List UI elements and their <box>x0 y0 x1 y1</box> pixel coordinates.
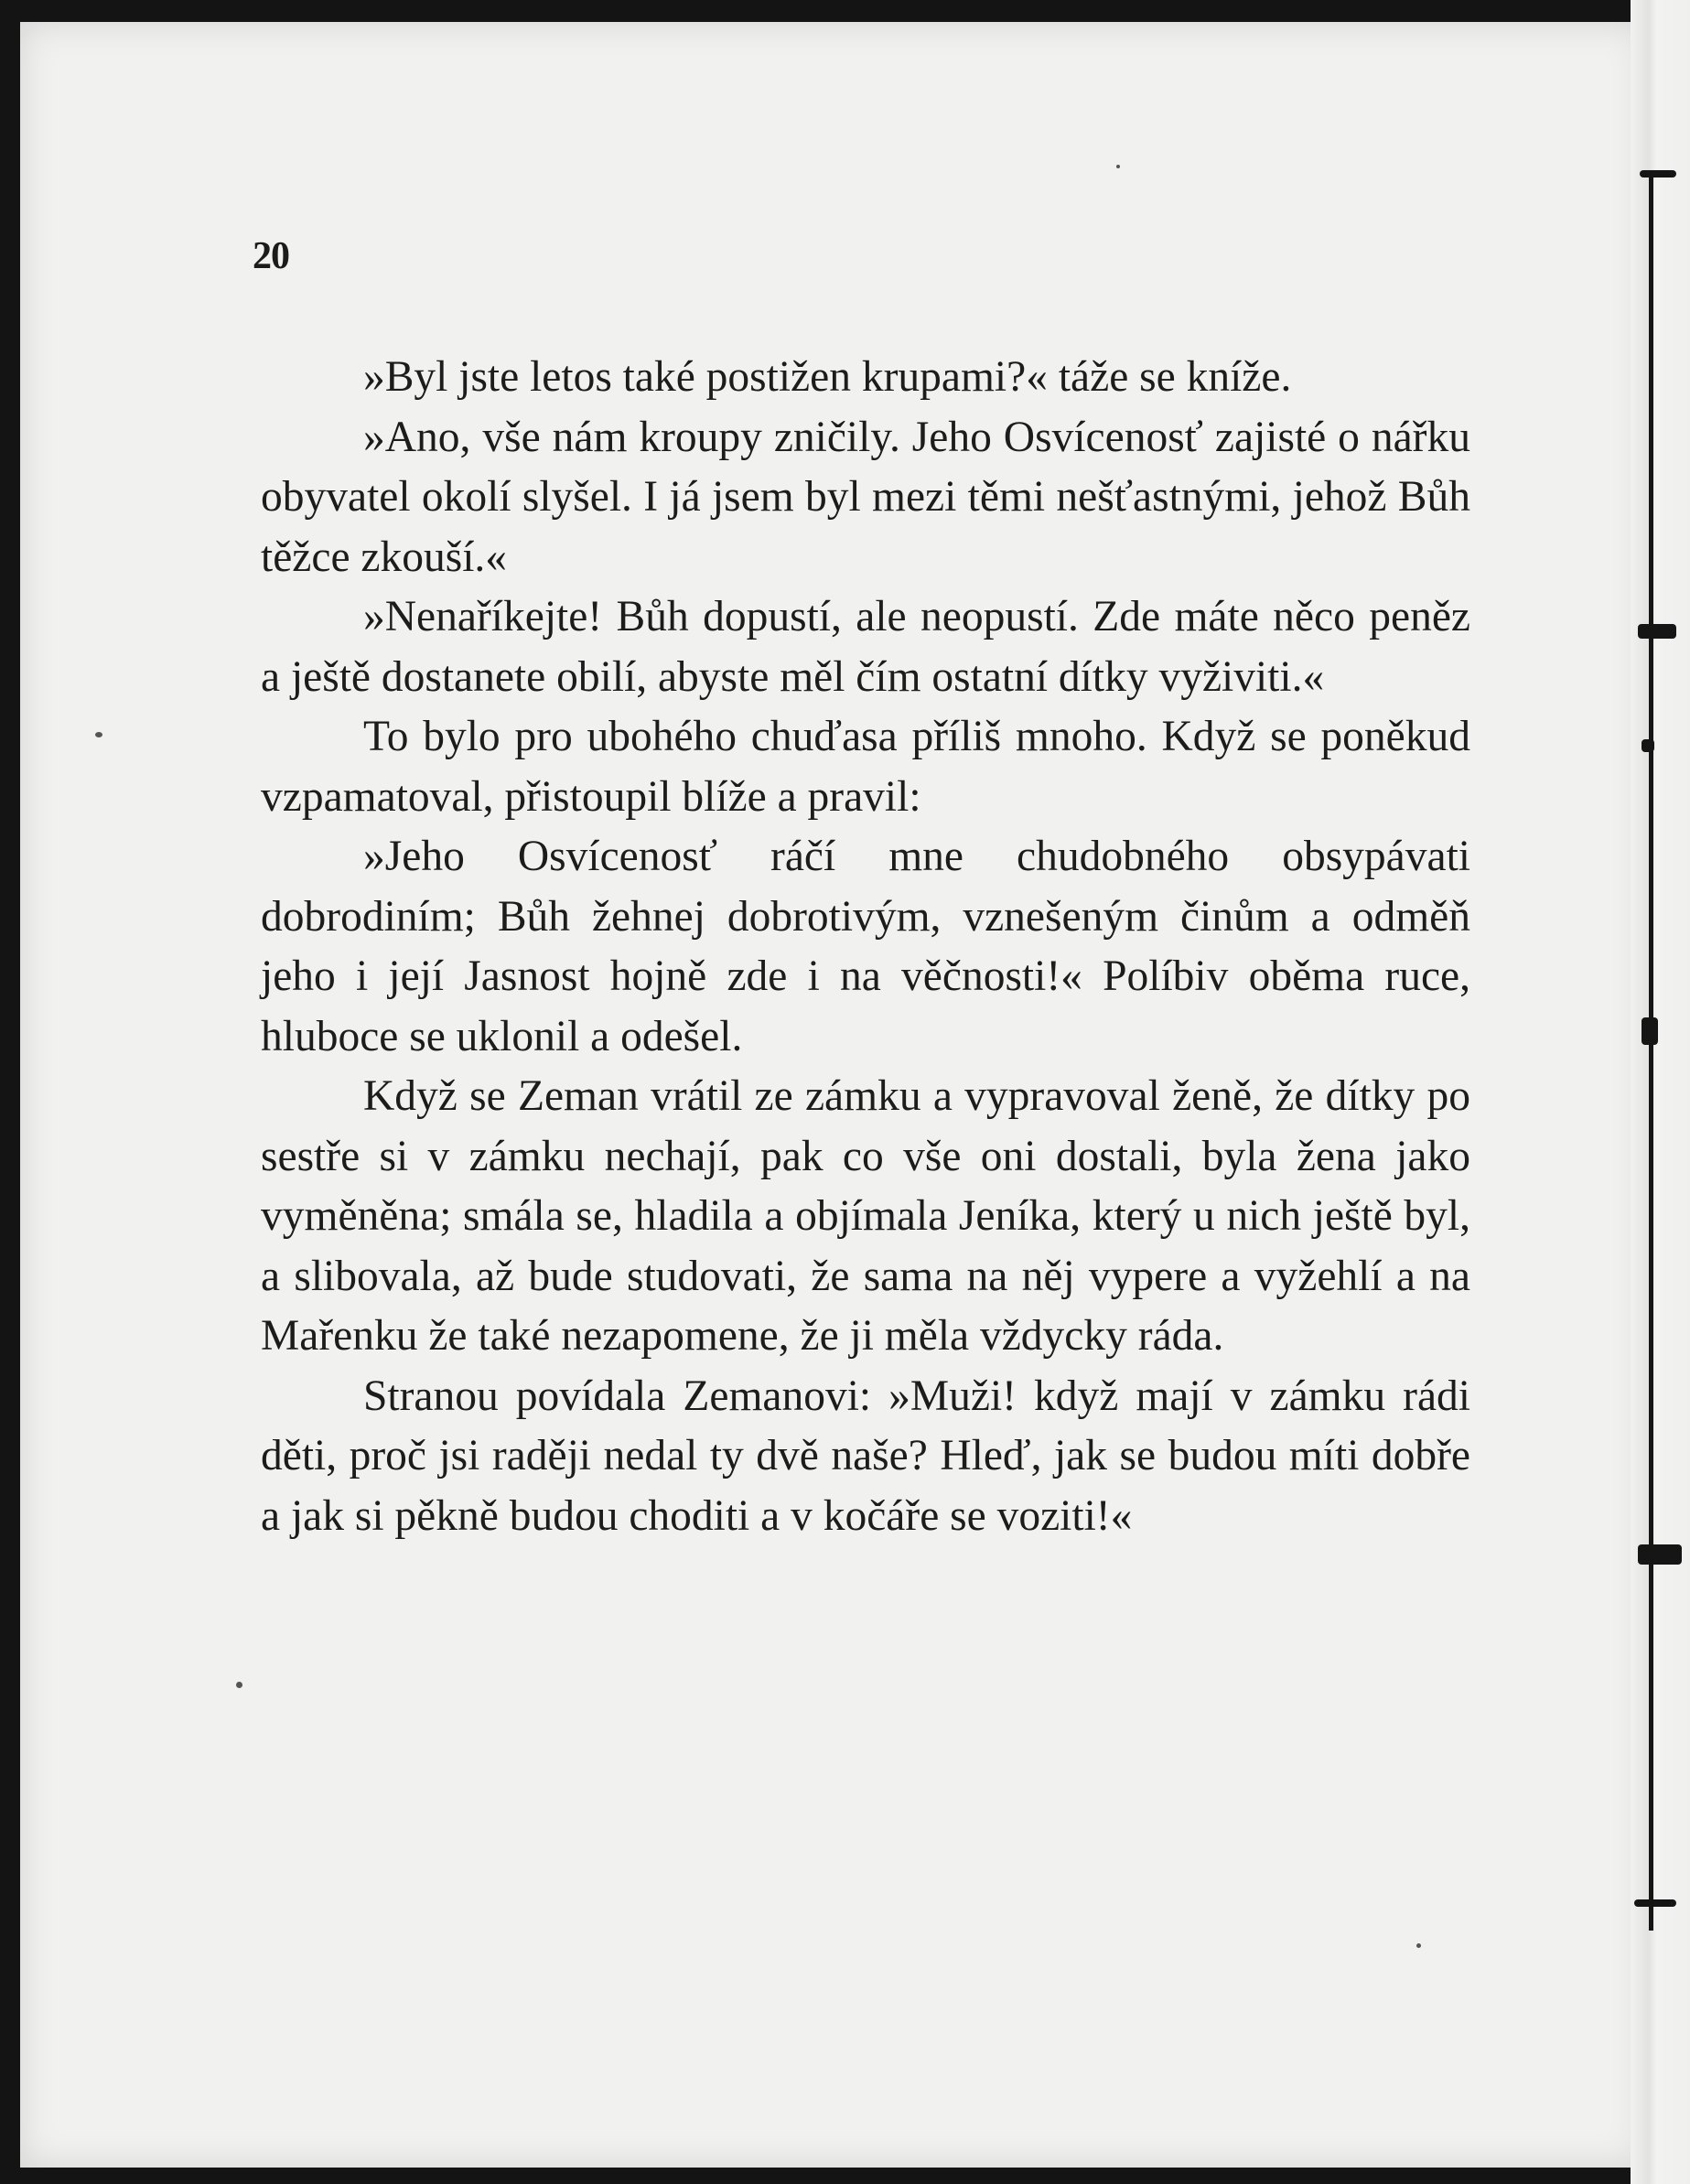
paragraph: To bylo pro ubohého chuďasa příliš mnoho. Když se poněkud vzpamatoval, přistoupil blíže a pravil: <box>261 713 1470 821</box>
paper-speck <box>95 732 102 737</box>
paper-speck <box>1416 1943 1421 1948</box>
paragraph: »Jeho Osvícenosť ráčí mne chudobného obsypávati dobrodiním; Bůh žehnej dobrotivým, vznešeným činům a odměň jeho i její Jasnost hojně zde i na věčnosti!« Políbiv oběma ruce, hluboce se uklonil a odešel. <box>261 833 1470 1060</box>
binding-shadow-line <box>1649 174 1653 1931</box>
paragraph: Stranou povídala Zemanovi: »Muži! když mají v zámku rádi děti, proč jsi raději nedal ty dvě naše? Hleď, jak se budou míti dobře a jak si pěkně budou choditi a v kočáře se voziti!« <box>261 1372 1470 1540</box>
binding-mark <box>1640 170 1676 178</box>
paper-speck <box>236 1682 242 1688</box>
page-number: 20 <box>253 235 289 277</box>
paragraph: »Ano, vše nám kroupy zničily. Jeho Osvícenosť zajisté o nářku obyvatel okolí slyšel. I já jsem byl mezi těmi nešťastnými, jehož Bůh těžce zkouší.« <box>261 413 1470 581</box>
paragraph: »Nenaříkejte! Bůh dopustí, ale neopustí. Zde máte něco peněz a ještě dostanete obilí, abyste měl čím ostatní dítky vyživiti.« <box>261 593 1470 701</box>
binding-mark <box>1642 1017 1658 1045</box>
page-binding-edge <box>1631 0 1690 2184</box>
binding-mark <box>1634 1899 1676 1907</box>
binding-mark <box>1642 739 1654 752</box>
binding-mark <box>1638 1544 1682 1565</box>
paragraph: Když se Zeman vrátil ze zámku a vypravoval ženě, že dítky po sestře si v zámku nechají, pak co vše oni dostali, byla žena jako vyměněna; smála se, hladila a objímala Jeníka, který u nich ještě byl, a slibovala, až bude studovati, že sama na něj vypere a vyžehlí a na Mařenku že také nezapomene, že ji měla vždycky ráda. <box>261 1072 1470 1360</box>
binding-mark <box>1638 624 1676 639</box>
paragraph: »Byl jste letos také postižen krupami?« táže se kníže. <box>363 353 1292 401</box>
body-text <box>261 348 1470 1546</box>
paper-speck <box>1116 165 1120 168</box>
